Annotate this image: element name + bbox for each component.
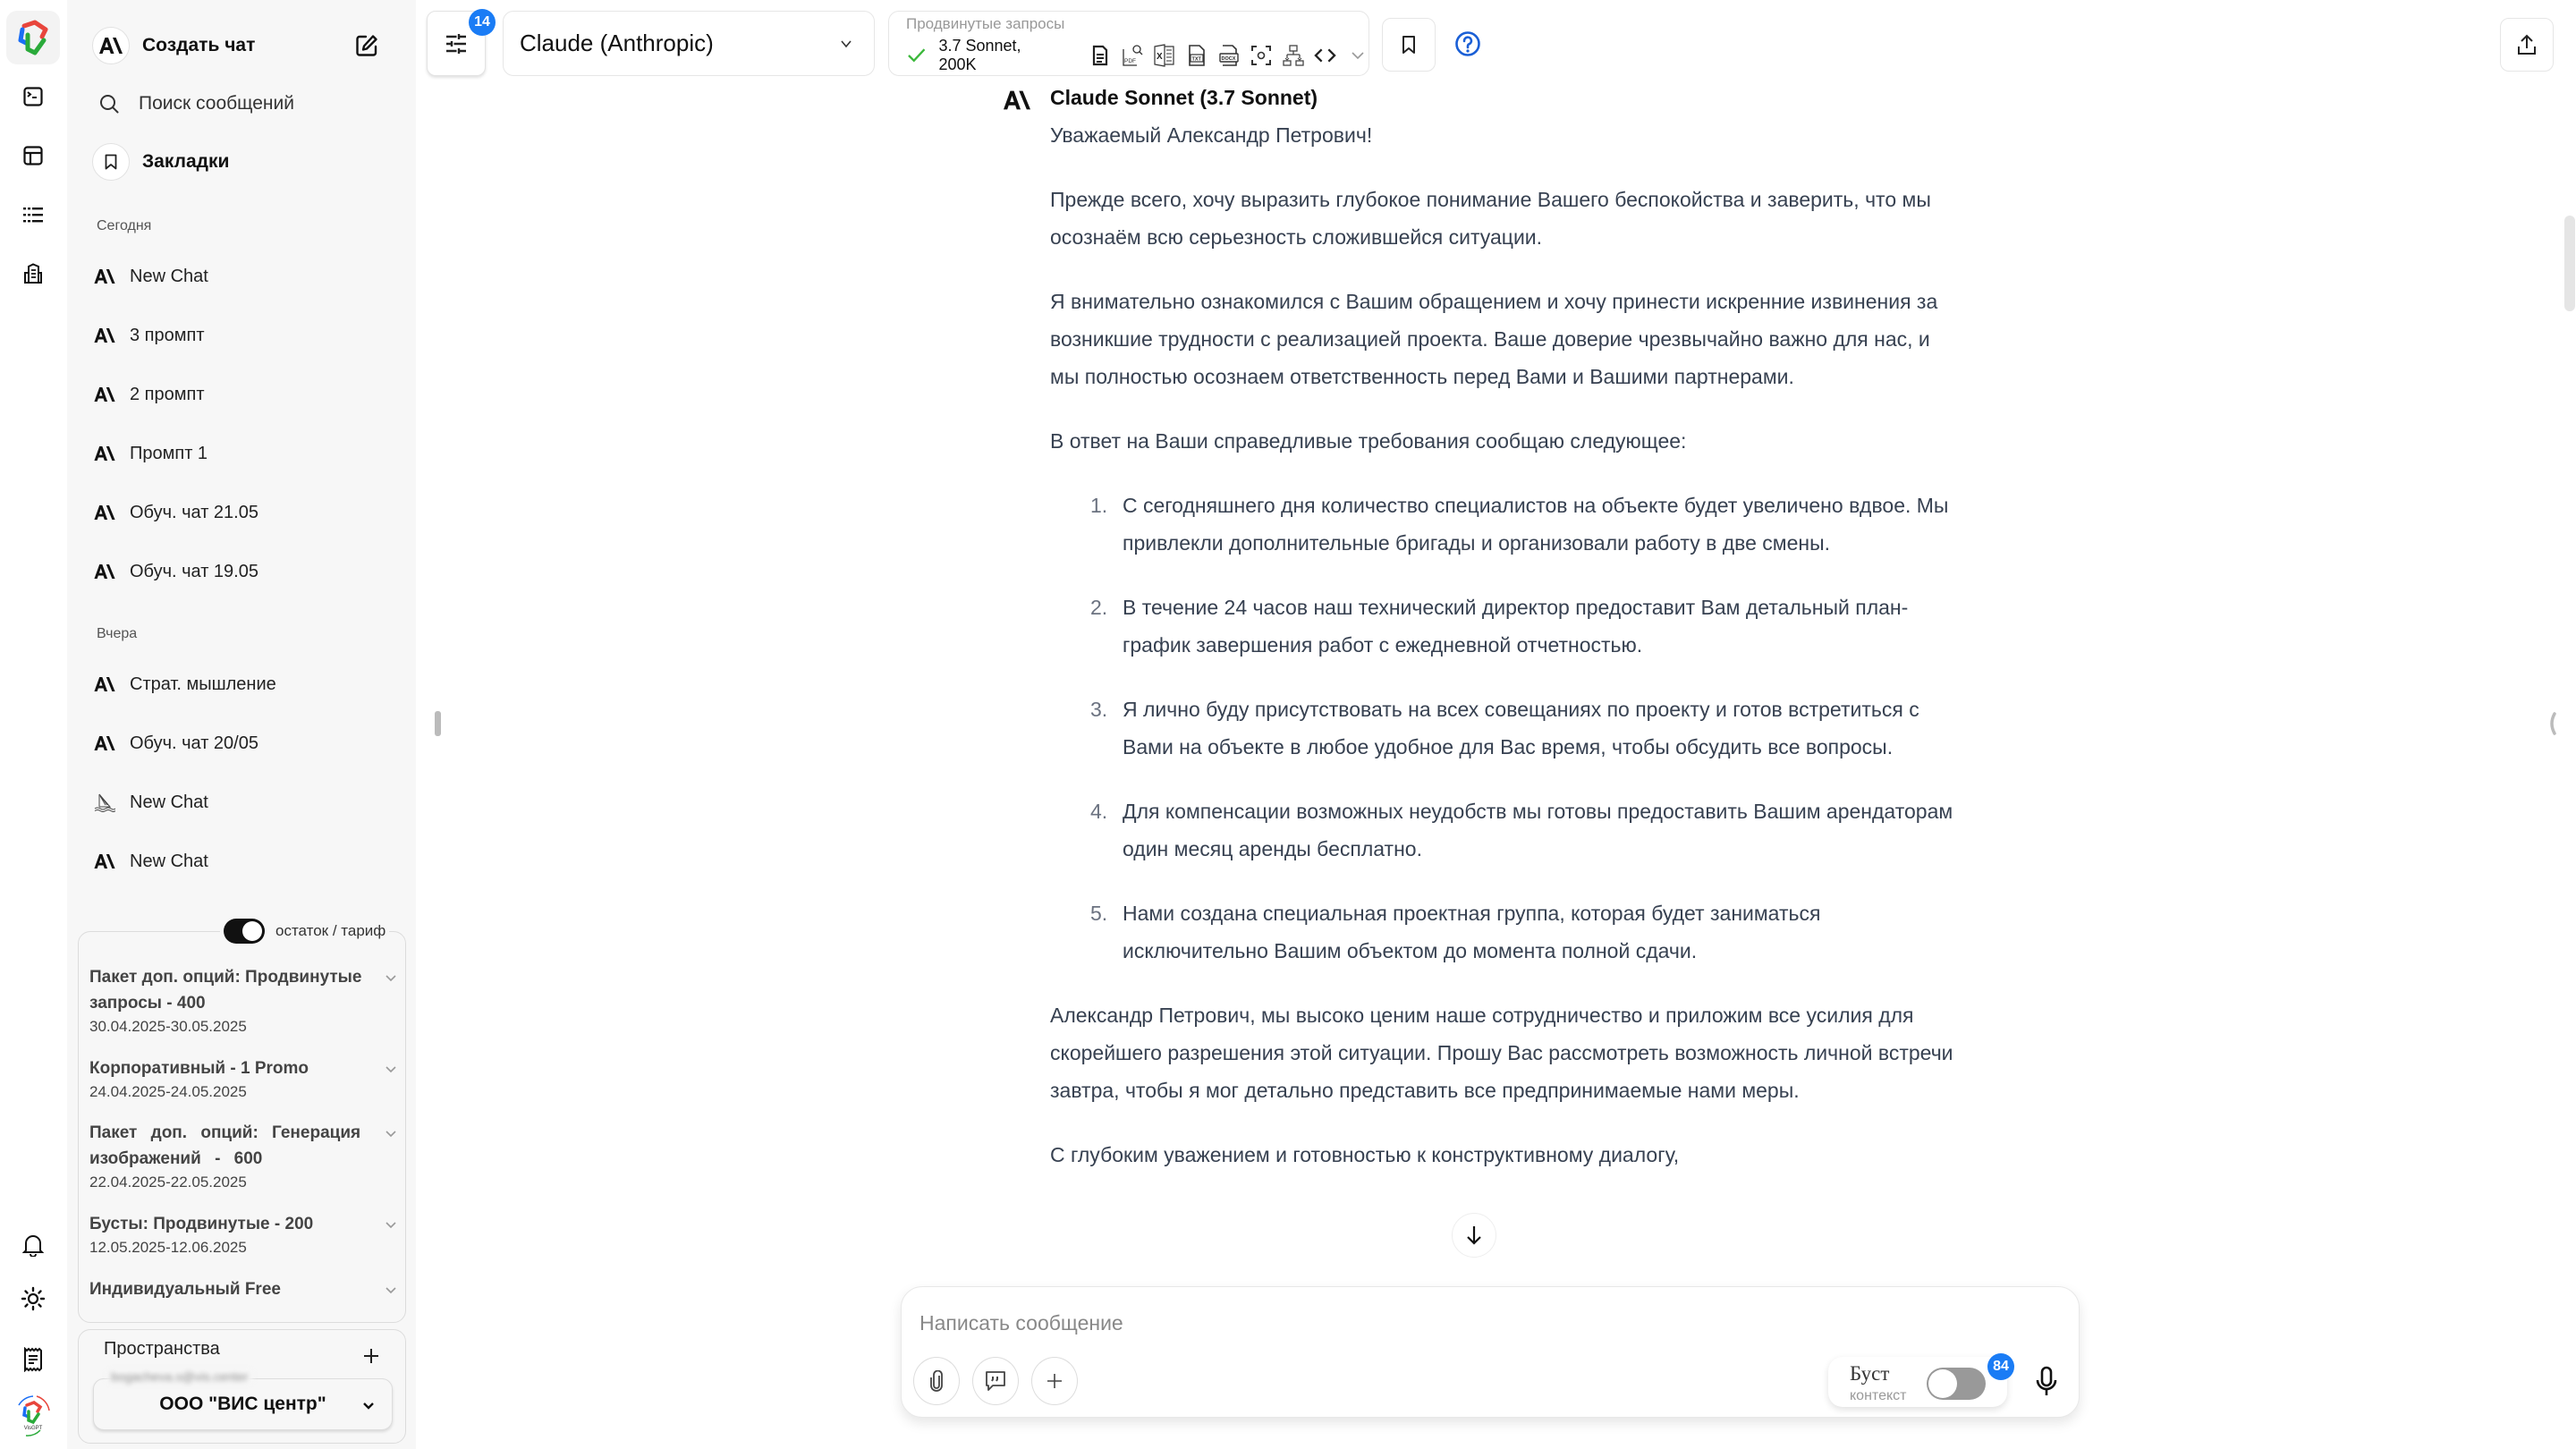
model-provider-select[interactable]: [503, 11, 875, 76]
paperclip-icon: [929, 1370, 944, 1392]
tariff-title: Бусты: Продвинутые - 200: [89, 1215, 314, 1233]
check-icon: [907, 47, 926, 64]
chat-item-label: New Chat: [130, 851, 208, 871]
create-chat-label: Создать чат: [142, 35, 256, 55]
chat-item[interactable]: [94, 372, 389, 417]
anthropic-icon: [99, 38, 123, 54]
section-today-label: Сегодня: [97, 218, 152, 233]
svg-text:PDF: PDF: [1123, 58, 1136, 64]
list-number: 1.: [1090, 494, 1108, 517]
list-item: [1050, 894, 1953, 970]
chat-item[interactable]: [94, 313, 389, 358]
quote-message-icon: [985, 1370, 1006, 1392]
tariff-title: Корпоративный - 1 Promo: [89, 1059, 309, 1078]
advanced-model-value: 3.7 Sonnet, 200K: [938, 37, 1021, 73]
message-author: Claude Sonnet (3.7 Sonnet): [1050, 86, 1318, 109]
rail-building-button[interactable]: [15, 256, 51, 292]
anthropic-icon: [94, 852, 117, 870]
tariff-item[interactable]: [89, 1276, 394, 1302]
tariff-item[interactable]: [89, 1211, 394, 1258]
tariff-dates: 30.04.2025-30.05.2025: [89, 1018, 247, 1035]
app-logo-button[interactable]: [6, 11, 60, 64]
chevron-down-icon: [360, 1396, 377, 1414]
chat-item-label: New Chat: [130, 266, 208, 286]
bookmark-icon: [105, 154, 117, 170]
spaces-panel: [78, 1329, 406, 1444]
pdf-search-icon[interactable]: [1121, 44, 1143, 67]
settings-button[interactable]: [427, 11, 490, 76]
app-logo-icon: [15, 19, 51, 56]
chevron-down-icon[interactable]: [383, 1282, 399, 1298]
assistant-message: [1050, 116, 1953, 1200]
bookmarks-button[interactable]: [92, 143, 229, 181]
add-button[interactable]: [1031, 1357, 1078, 1405]
rail-terminal-button[interactable]: [15, 79, 51, 114]
icon-rail: [0, 0, 67, 1449]
boost-badge: 84: [1987, 1353, 2014, 1380]
rail-list-button[interactable]: [15, 197, 51, 233]
chat-item[interactable]: [94, 549, 389, 594]
chevron-down-icon[interactable]: [1346, 44, 1368, 67]
message-paragraph: С глубоким уважением и готовностью к конструктивному диалогу,: [1050, 1143, 1680, 1166]
list-item: [1050, 792, 1953, 868]
receipt-icon: [23, 1347, 43, 1372]
bookmarks-label: Закладки: [142, 151, 230, 172]
tariff-title: Пакет доп. опций: Продвинутые запросы - 400: [89, 968, 362, 1013]
assistant-avatar: [1004, 90, 1030, 114]
bell-icon: [22, 1233, 44, 1257]
rail-layout-button[interactable]: [15, 138, 51, 174]
list-text: Для компенсации возможных неудобств мы готовы предоставить Вашим арендаторам один месяц аренды бесплатно.: [1123, 800, 1953, 860]
message-greeting: Уважаемый Александр Петрович!: [1050, 123, 1373, 147]
boost-label: Буст: [1850, 1362, 1890, 1385]
edit-icon: [355, 34, 378, 57]
anthropic-icon: [94, 734, 117, 752]
help-button[interactable]: [1454, 30, 1481, 57]
bookmark-chat-button[interactable]: [1382, 18, 1436, 72]
chat-item-label: Страт. мышление: [130, 674, 276, 694]
list-number: 3.: [1090, 698, 1108, 721]
help-icon: [1454, 30, 1481, 57]
tariff-title: Пакет доп. опций: Генерация изображений - 600: [89, 1123, 361, 1168]
list-item: [1050, 487, 1953, 562]
sliders-icon: [445, 32, 468, 55]
message-paragraph: Я внимательно ознакомился с Вашим обращением и хочу принести искренние извинения за возникшие трудности с реализацией проекта. Ваше доверие чрезвычайно важно для нас, и мы полностью осознаем ответственность перед Вами и Вашими партнерами.: [1050, 290, 1938, 388]
visgpt-logo-button[interactable]: [12, 1391, 55, 1441]
collapse-sidebar-handle[interactable]: [435, 711, 441, 736]
add-space-button[interactable]: [358, 1343, 385, 1369]
scroll-to-bottom-button[interactable]: [1452, 1213, 1496, 1258]
sun-icon: [21, 1286, 46, 1311]
list-item: [1050, 691, 1953, 766]
boost-toggle[interactable]: [1927, 1368, 1986, 1400]
terminal-icon: [23, 87, 43, 106]
layout-icon: [23, 146, 43, 165]
chevron-left-icon: [2545, 711, 2557, 736]
visgpt-logo-icon: [12, 1391, 55, 1441]
rail-theme-button[interactable]: [15, 1281, 51, 1317]
chat-item-label: 2 промпт: [130, 384, 205, 404]
chat-item-label: Обуч. чат 21.05: [130, 502, 258, 522]
bookmark-avatar: [92, 143, 130, 181]
chat-item-label: New Chat: [130, 792, 208, 812]
prompts-button[interactable]: [972, 1357, 1019, 1405]
tariff-item[interactable]: [89, 1120, 394, 1193]
list-icon: [23, 207, 43, 223]
tariff-item[interactable]: [89, 964, 394, 1038]
advanced-requests-select[interactable]: [888, 11, 1369, 76]
message-list: [1050, 487, 1953, 970]
chevron-down-icon[interactable]: [383, 970, 399, 986]
rail-notifications-button[interactable]: [15, 1227, 51, 1263]
message-paragraph: Александр Петрович, мы высоко ценим наше сотрудничество и приложим все усилия для скорейшего разрешения этой ситуации. Прошу Вас рассмотреть возможность личной встречи завтра, чтобы я мог детально представить все предпринимаемые нами меры.: [1050, 1004, 1953, 1102]
tariff-dates: 24.04.2025-24.05.2025: [89, 1083, 247, 1100]
new-chat-edit-button[interactable]: [352, 30, 382, 61]
chat-scrollbar[interactable]: [2564, 216, 2575, 311]
advanced-requests-caption: Продвинутые запросы: [906, 15, 1065, 32]
voice-input-button[interactable]: [2033, 1364, 2060, 1400]
balance-tariff-toggle[interactable]: [224, 919, 265, 944]
chat-item-label: Промпт 1: [130, 443, 208, 463]
anthropic-icon: [1004, 90, 1030, 110]
building-icon: [23, 263, 43, 284]
expand-right-panel-handle[interactable]: [2545, 711, 2557, 736]
excel-icon[interactable]: [1153, 44, 1175, 67]
list-number: 2.: [1090, 596, 1108, 619]
list-number: 5.: [1090, 902, 1108, 925]
message-input[interactable]: [919, 1307, 1993, 1339]
chevron-down-icon[interactable]: [383, 1061, 399, 1077]
svg-text:DOCX: DOCX: [1221, 56, 1235, 62]
balance-tariff-toggle-label: остаток / тариф: [275, 922, 386, 939]
message-composer: [901, 1286, 2080, 1418]
chat-item-label: 3 промпт: [130, 325, 205, 345]
arrow-down-icon: [1465, 1224, 1483, 1246]
plus-icon: [1046, 1372, 1063, 1390]
tariff-dates: 12.05.2025-12.06.2025: [89, 1239, 247, 1256]
settings-badge: 14: [469, 9, 496, 36]
search-icon: [99, 94, 119, 114]
chevron-down-icon[interactable]: [383, 1125, 399, 1141]
bookmark-icon: [1402, 35, 1416, 55]
rail-receipt-button[interactable]: [15, 1342, 51, 1377]
chat-item-label: Обуч. чат 20/05: [130, 733, 258, 753]
chat-item[interactable]: [94, 721, 389, 766]
tariff-dates: 22.04.2025-22.05.2025: [89, 1174, 247, 1191]
organization-select-value: ООО "ВИС центр": [159, 1394, 326, 1414]
scan-icon[interactable]: [1250, 44, 1272, 67]
list-text: В течение 24 часов наш технический директор предоставит Вам детальный план-график завершения работ с ежедневной отчетностью.: [1123, 596, 1909, 657]
boost-context-control: [1828, 1357, 2007, 1407]
chat-item[interactable]: [94, 431, 389, 476]
tariff-title: Индивидуальный Free: [89, 1280, 281, 1299]
list-text: Я лично буду присутствовать на всех совещаниях по проекту и готов встретиться с Вами на объекте в любое удобное для Вас время, чтобы обсудить все вопросы.: [1123, 698, 1919, 758]
svg-text:X: X: [1156, 52, 1163, 62]
boost-sublabel: контекст: [1850, 1388, 1907, 1403]
chat-item[interactable]: [94, 662, 389, 707]
txt-file-icon[interactable]: [1185, 44, 1208, 67]
account-email: bogacheva.s@vis.center: [107, 1369, 252, 1384]
message-paragraph: Прежде всего, хочу выразить глубокое понимание Вашего беспокойства и заверить, что мы осознаём всю серьезность сложившейся ситуации.: [1050, 188, 1931, 249]
organization-select[interactable]: [93, 1378, 393, 1430]
attach-button[interactable]: [913, 1357, 960, 1405]
search-messages-label: Поиск сообщений: [139, 93, 294, 114]
tariff-item[interactable]: [89, 1055, 394, 1103]
export-button[interactable]: [2500, 18, 2554, 72]
anthropic-icon: [94, 504, 117, 521]
docx-file-icon[interactable]: [1217, 44, 1240, 67]
plus-icon: [362, 1347, 380, 1365]
hierarchy-icon[interactable]: [1282, 44, 1304, 67]
svg-text:VisGPT: VisGPT: [23, 1426, 43, 1431]
balance-tariff-toggle-row: [220, 919, 389, 944]
document-icon[interactable]: [1089, 44, 1111, 67]
share-upload-icon: [2517, 34, 2537, 55]
chat-item[interactable]: [94, 254, 389, 299]
chevron-down-icon[interactable]: [383, 1216, 399, 1233]
chat-item[interactable]: [94, 490, 389, 535]
chevron-down-icon: [838, 36, 854, 52]
sailboat-icon: [94, 793, 117, 811]
list-item: [1050, 589, 1953, 664]
anthropic-icon: [94, 445, 117, 462]
microphone-icon: [2035, 1366, 2058, 1398]
svg-text:TXT: TXT: [1191, 56, 1201, 63]
search-messages-button[interactable]: [99, 93, 294, 114]
anthropic-avatar: [92, 27, 130, 64]
list-text: Нами создана специальная проектная группа, которая будет заниматься исключительно Вашим объектом до момента полной сдачи.: [1123, 902, 1821, 962]
anthropic-icon: [94, 675, 117, 693]
spaces-title: Пространства: [104, 1339, 220, 1359]
chat-item[interactable]: [94, 780, 389, 825]
list-number: 4.: [1090, 800, 1108, 823]
anthropic-icon: [94, 267, 117, 285]
message-paragraph: В ответ на Ваши справедливые требования сообщаю следующее:: [1050, 429, 1687, 453]
anthropic-icon: [94, 563, 117, 580]
anthropic-icon: [94, 326, 117, 344]
capability-icons: [1089, 44, 1368, 67]
chat-item-label: Обуч. чат 19.05: [130, 561, 258, 581]
list-text: С сегодняшнего дня количество специалистов на объекте будет увеличено вдвое. Мы привлекли дополнительные бригады и организовали работу в две смены.: [1123, 494, 1949, 555]
create-chat-button[interactable]: [92, 27, 255, 64]
chat-item[interactable]: [94, 839, 389, 884]
code-icon[interactable]: [1314, 44, 1336, 67]
section-yesterday-label: Вчера: [97, 626, 138, 641]
anthropic-icon: [94, 386, 117, 403]
model-provider-value: Claude (Anthropic): [520, 30, 714, 56]
